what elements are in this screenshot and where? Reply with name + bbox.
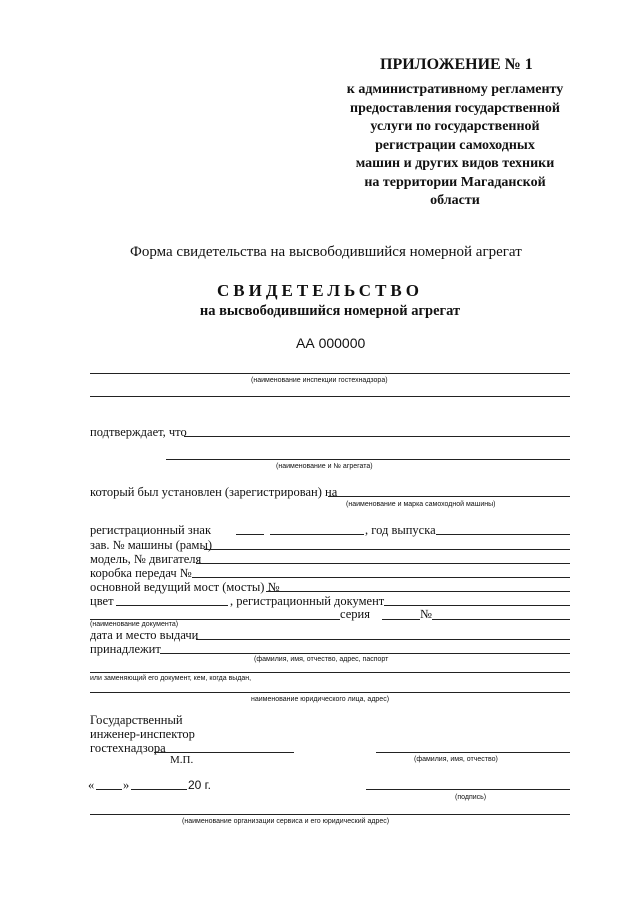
label-number-sign: №: [420, 607, 432, 621]
axle-line[interactable]: [266, 591, 570, 592]
appendix-subtitle: [330, 81, 580, 211]
caption-document: (наименование документа): [90, 621, 179, 628]
label-frame-no: зав. № машины (рамы): [90, 538, 213, 552]
caption-machine: (наименование и марка самоходной машины): [346, 501, 496, 508]
caption-replacement-doc: или заменяющий его документ, кем, когда выдан,: [90, 675, 252, 682]
model-engine-line[interactable]: [196, 563, 570, 564]
date-open-quote: «: [88, 778, 95, 792]
appendix-subtitle-line: регистрации самоходных: [375, 137, 535, 153]
installed-on-line[interactable]: [328, 496, 570, 497]
label-confirms: подтверждает, что: [90, 425, 187, 439]
service-org-line[interactable]: [90, 814, 570, 815]
appendix-subtitle-line: области: [430, 193, 480, 208]
label-year: , год выпуска: [365, 523, 436, 537]
doc-number-line[interactable]: [432, 619, 570, 620]
doc-name-line[interactable]: [90, 619, 340, 620]
label-gearbox: коробка передач №: [90, 566, 192, 580]
reg-sign-line-b[interactable]: [270, 534, 364, 535]
label-series: серия: [340, 607, 370, 621]
date-day-line[interactable]: [96, 789, 122, 790]
gearbox-line[interactable]: [192, 577, 570, 578]
label-issue-date-place: дата и место выдачи: [90, 628, 199, 642]
label-reg-doc: , регистрационный документ: [230, 594, 385, 608]
belongs-line[interactable]: [160, 653, 570, 654]
certificate-subheading: на высвободившийся номерной агрегат: [199, 303, 461, 319]
inspector-line-1: Государственный: [90, 713, 183, 727]
color-line[interactable]: [116, 605, 228, 606]
date-close-quote: »: [123, 778, 130, 792]
year-line[interactable]: [436, 534, 570, 535]
appendix-subtitle-line: к административному регламенту: [346, 82, 564, 97]
inspector-line-2: инженер-инспектор: [90, 727, 195, 741]
label-color: цвет: [90, 594, 114, 608]
appendix-subtitle-line: предоставления государственной: [350, 100, 560, 116]
appendix-subtitle-line: услуги по государственной: [370, 119, 540, 134]
owner-line-2[interactable]: [90, 672, 570, 673]
inspector-line-3: гостехнадзора: [90, 741, 166, 755]
frame-no-line[interactable]: [204, 549, 570, 550]
certificate-heading: СВИДЕТЕЛЬСТВО: [217, 281, 423, 300]
appendix-title: ПРИЛОЖЕНИЕ № 1: [380, 56, 533, 73]
inspector-signature-line[interactable]: [154, 752, 294, 753]
appendix-subtitle-line: на территории Магаданской: [364, 174, 546, 190]
label-model-engine: модель, № двигателя: [90, 552, 202, 566]
caption-inspection: (наименование инспекции гостехнадзора): [251, 377, 388, 384]
stamp-label: М.П.: [170, 754, 194, 766]
appendix-subtitle-line: машин и других видов техники: [355, 156, 555, 171]
form-title: Форма свидетельства на высвободившийся номерной агрегат: [130, 244, 522, 260]
caption-unit: (наименование и № агрегата): [276, 463, 373, 470]
inspection-name-line[interactable]: [90, 373, 570, 374]
inspection-name-line-2[interactable]: [90, 396, 570, 397]
confirms-line[interactable]: [184, 436, 570, 437]
signature-line[interactable]: [366, 789, 570, 790]
unit-name-line[interactable]: [166, 459, 570, 460]
inspector-name-line[interactable]: [376, 752, 570, 753]
caption-signature: (подпись): [455, 794, 487, 801]
series-line[interactable]: [382, 619, 420, 620]
caption-inspector-name: (фамилия, имя, отчество): [414, 756, 498, 763]
label-axle: основной ведущий мост (мосты) №: [90, 580, 280, 594]
label-installed-on: который был установлен (зарегистрирован) на: [90, 485, 338, 499]
date-month-line[interactable]: [131, 789, 187, 790]
reg-doc-line[interactable]: [384, 605, 570, 606]
caption-owner: (фамилия, имя, отчество, адрес, паспорт: [254, 656, 389, 663]
caption-service-org: (наименование организации сервиса и его юридический адрес): [182, 818, 390, 825]
label-belongs: принадлежит: [90, 642, 161, 656]
caption-legal-entity: наименование юридического лица, адрес): [251, 696, 390, 703]
reg-sign-line-a[interactable]: [236, 534, 264, 535]
issue-date-place-line[interactable]: [196, 639, 570, 640]
label-reg-sign: регистрационный знак: [90, 523, 212, 537]
owner-line-3[interactable]: [90, 692, 570, 693]
certificate-number: АА 000000: [296, 335, 366, 351]
date-year: 20 г.: [188, 778, 211, 792]
